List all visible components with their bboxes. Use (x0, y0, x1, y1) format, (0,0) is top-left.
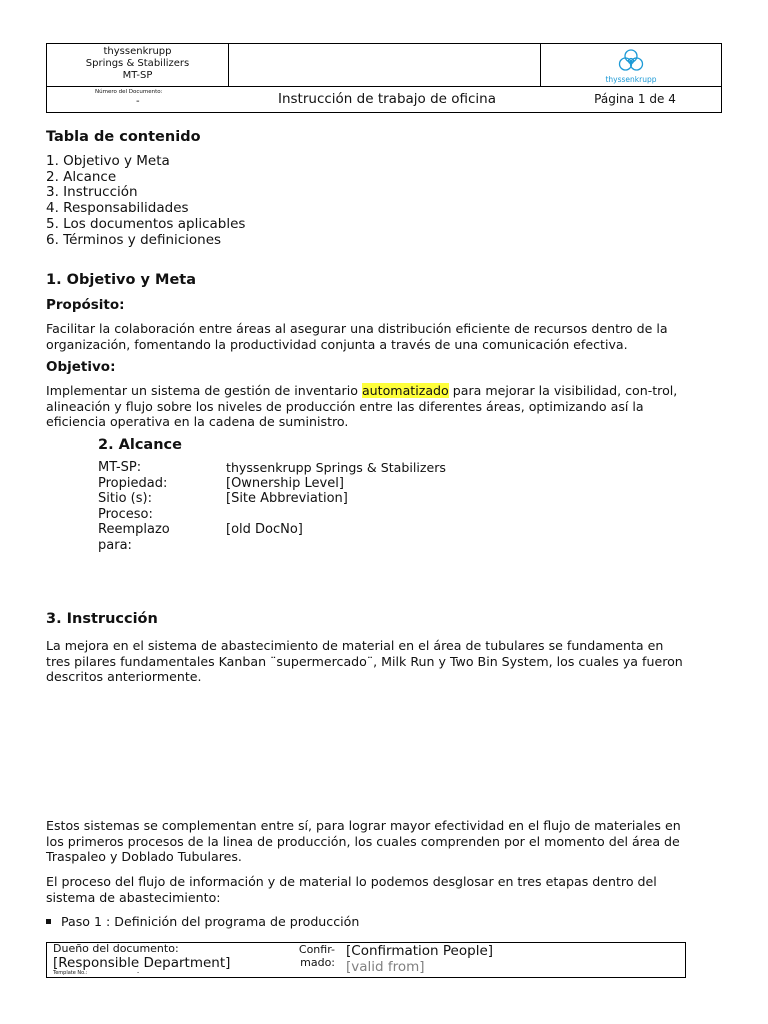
document-title: Instrucción de trabajo de oficina (277, 91, 497, 107)
highlighted-word: automatizado (361, 383, 449, 398)
scope-label: Sitio (s): (98, 491, 152, 507)
scope-value: [Site Abbreviation] (226, 491, 348, 507)
confirmed-label-line: mado: (300, 956, 335, 969)
purpose-heading: Propósito: (46, 297, 125, 313)
toc-item-objetivo[interactable]: 1. Objetivo y Meta (46, 153, 170, 169)
confirmed-label-line: Confir- (298, 943, 335, 956)
instruction-paragraph: Estos sistemas se complementan entre sí, para lograr mayor efectividad en el flujo de materiales en los primeros procesos de la linea de producción, los cuales comprenden por el momento del área de Traspaleo y Doblado Tubulares. (46, 818, 681, 865)
doc-number-value: - (136, 96, 140, 107)
document-header (46, 43, 722, 113)
scope-table (98, 460, 446, 554)
scope-value: thyssenkrupp Springs & Stabilizers (226, 460, 446, 475)
purpose-text: Facilitar la colaboración entre áreas al asegurar una distribución eficiente de recursos dentro de la organización, fomentando la productividad conjunta a través de una comunicación efectiva. (46, 321, 668, 352)
company-block (47, 46, 228, 82)
doc-number-label: Número del Documento: (95, 89, 163, 95)
toc-item-responsabilidades[interactable]: 4. Responsabilidades (46, 200, 189, 217)
objective-text-end: para mejorar la visibilidad, con-trol, alineación y flujo sobre los niveles de producción entre las diferentes áreas, optimizando así la eficiencia operativa en la cadena de suministro. (46, 383, 678, 430)
scope-row (98, 460, 446, 476)
scope-value: [old DocNo] (226, 522, 303, 538)
owner-value: [Responsible Department] (53, 955, 231, 971)
toc-title: Tabla de contenido (46, 129, 201, 145)
company-logo (540, 46, 722, 86)
scope-label: Reemplazo (98, 522, 170, 538)
instruction-paragraph: El proceso del flujo de información y de material lo podemos desglosar en tres etapas dentro del sistema de abastecimiento: (46, 874, 657, 905)
scope-label: para: (98, 537, 132, 553)
toc-item-terminos[interactable]: 6. Términos y definiciones (46, 231, 222, 248)
bullet-square-icon (46, 919, 51, 924)
step-text: Paso 1 : Definición del programa de producción (61, 914, 360, 929)
company-name: thyssenkrupp (103, 46, 172, 57)
toc-item-documentos[interactable]: 5. Los documentos aplicables (46, 215, 246, 232)
scope-row (98, 538, 446, 554)
template-label: Template No.: (53, 970, 88, 976)
thyssenkrupp-logo-icon (616, 48, 646, 74)
page-indicator: Página 1 de 4 (594, 92, 676, 106)
scope-value: [Ownership Level] (226, 475, 344, 491)
scope-row (98, 507, 446, 523)
scope-row (98, 476, 446, 492)
scope-label: MT-SP: (98, 460, 142, 475)
toc-item-instruccion[interactable]: 3. Instrucción (46, 184, 138, 201)
section-1-title: 1. Objetivo y Meta (46, 272, 196, 288)
scope-label: Propiedad: (98, 475, 168, 491)
confirmed-value: [Confirmation People] (346, 943, 494, 959)
objective-text-start: Implementar un sistema de gestión de inventario (46, 383, 362, 398)
header-divider (228, 44, 229, 86)
instruction-paragraph: La mejora en el sistema de abastecimiento de material en el área de tubulares se fundamenta en tres pilares fundamentales Kanban ¨supermercado¨, Milk Run y Two Bin System, los cuales ya fueron descritos anteriormente. (46, 638, 683, 685)
confirmed-label (285, 943, 335, 969)
scope-row (98, 491, 446, 507)
objective-heading: Objetivo: (46, 359, 116, 375)
owner-label: Dueño del documento: (53, 942, 179, 955)
logo-wordmark: thyssenkrupp (605, 75, 657, 84)
company-code: MT-SP (122, 70, 153, 81)
valid-from: [valid from] (346, 959, 425, 975)
document-footer (46, 942, 686, 978)
objective-text (46, 383, 686, 430)
toc-item-alcance[interactable]: 2. Alcance (46, 168, 117, 185)
table-of-contents (46, 154, 245, 248)
step-list-item (46, 914, 359, 929)
section-3-title: 3. Instrucción (46, 611, 158, 627)
scope-row (98, 522, 446, 538)
scope-label: Proceso: (98, 506, 153, 522)
template-value: - (137, 969, 140, 976)
company-division: Springs & Stabilizers (85, 58, 190, 69)
header-divider (47, 86, 721, 87)
section-2-title: 2. Alcance (98, 437, 182, 453)
